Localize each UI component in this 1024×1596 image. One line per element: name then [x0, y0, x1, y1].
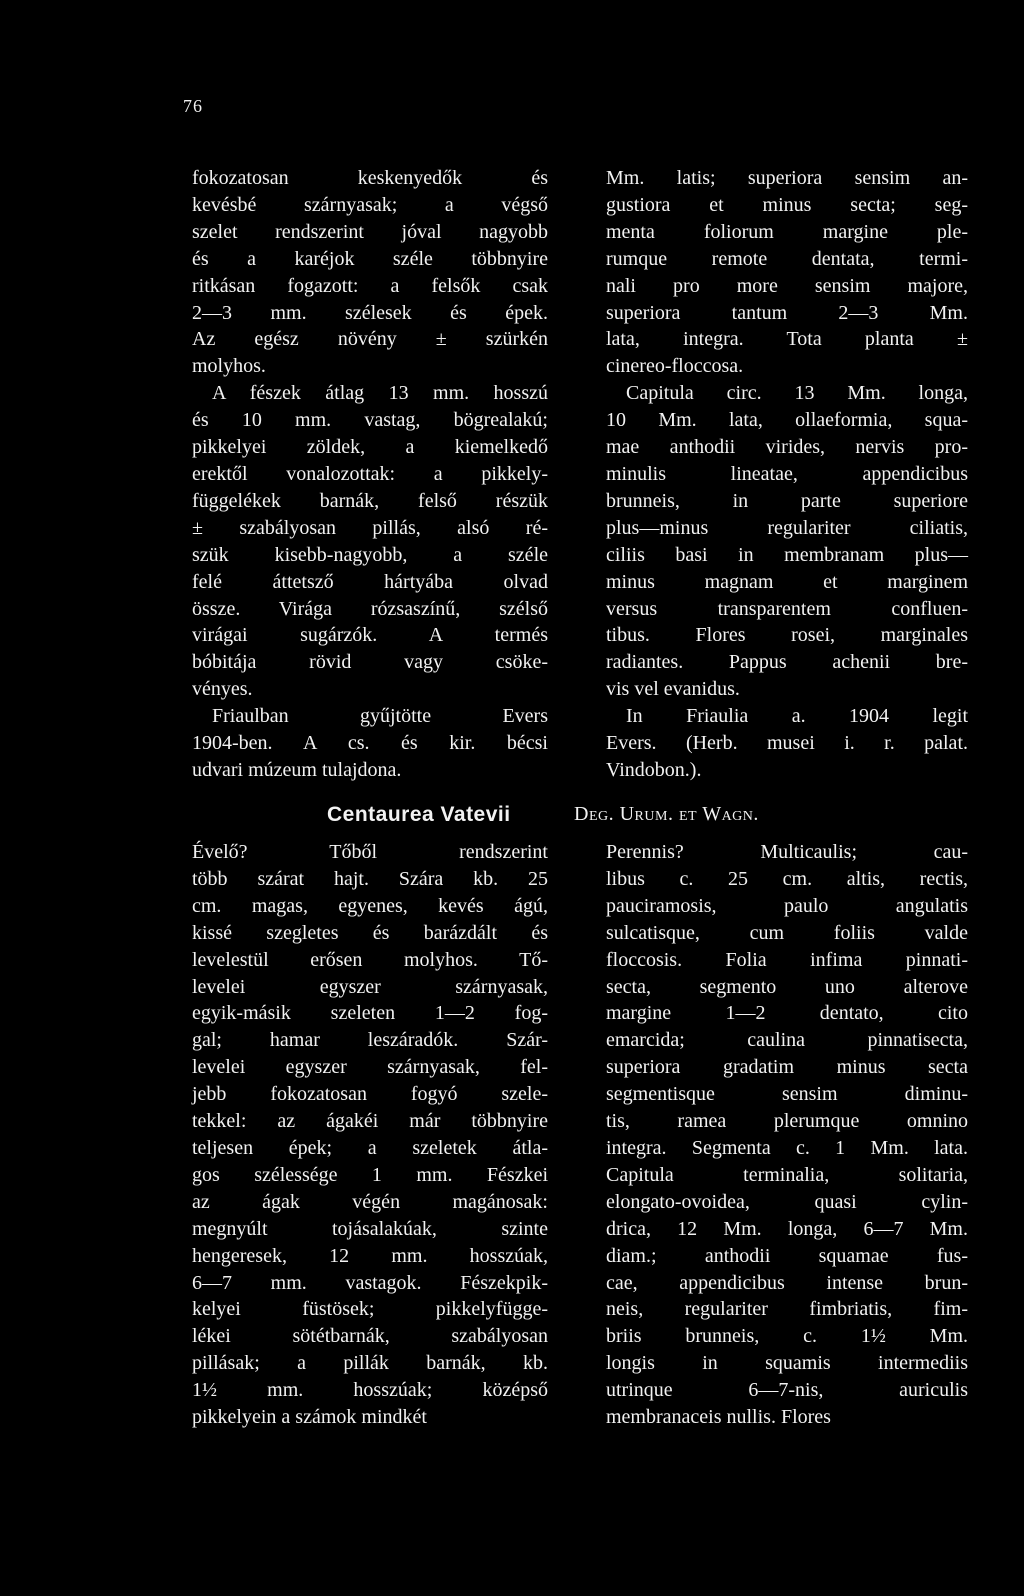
text-line: 1½ mm. hosszúak; középső: [192, 1379, 548, 1402]
text-line: neis, regulariter fimbriatis, fim-: [606, 1298, 968, 1321]
text-line: virágai sugárzók. A termés: [192, 624, 548, 647]
text-line: több szárat hajt. Szára kb. 25: [192, 867, 548, 890]
text-line: cm. magas, egyenes, kevés ágú,: [192, 894, 548, 917]
text-line: gustiora et minus secta; seg-: [606, 193, 968, 216]
text-line: superiora gradatim minus secta: [606, 1056, 968, 1079]
text-line: In Friaulia a. 1904 legit: [626, 705, 968, 728]
text-line: versus transparentem confluen-: [606, 597, 968, 620]
text-line: tibus. Flores rosei, marginales: [606, 624, 968, 647]
text-line: egyik-másik szeleten 1—2 fog-: [192, 1002, 548, 1025]
text-line: Friaulban gyűjtötte Evers: [212, 705, 548, 728]
text-line: függelékek barnák, felső részük: [192, 489, 548, 512]
text-line: nali pro more sensim majore,: [606, 274, 968, 297]
text-line: és a karéjok széle többnyire: [192, 247, 548, 270]
latin-description-top: [606, 165, 968, 784]
text-line: Vindobon.).: [606, 758, 702, 781]
page-number: 76: [183, 96, 203, 116]
text-line: teljesen épek; a szeletek átla-: [192, 1136, 548, 1159]
text-line: segmentisque sensim diminu-: [606, 1083, 968, 1106]
text-line: fokozatosan keskenyedők és: [192, 167, 548, 189]
text-line: tekkel: az ágakéi már többnyire: [192, 1110, 548, 1133]
text-line: Mm. latis; superiora sensim an-: [606, 167, 968, 189]
text-line: pauciramosis, paulo angulatis: [606, 894, 968, 917]
text-line: szelet rendszerint jóval nagyobb: [192, 220, 548, 243]
text-line: emarcida; caulina pinnatisecta,: [606, 1029, 968, 1052]
text-line: gos szélessége 1 mm. Fészkei: [192, 1163, 548, 1186]
text-line: az ágak végén magánosak:: [192, 1190, 548, 1213]
text-line: membranaceis nullis. Flores: [606, 1406, 831, 1429]
text-line: Capitula terminalia, solitaria,: [606, 1163, 968, 1186]
text-line: kevésbé szárnyasak; a végső: [192, 193, 548, 216]
text-line: 1904-ben. A cs. és kir. bécsi: [192, 732, 548, 755]
text-line: ritkásan fogazott: a felsők csak: [192, 274, 548, 297]
species-heading: Centaurea Vatevii: [327, 803, 511, 826]
text-line: lékei sötétbarnák, szabályosan: [192, 1325, 548, 1348]
text-line: vis vel evanidus.: [606, 678, 740, 701]
text-line: gal; hamar leszáradók. Szár-: [192, 1029, 548, 1052]
text-line: ciliis basi in membranam plus—: [606, 543, 968, 566]
text-line: megnyúlt tojásalakúak, szinte: [192, 1217, 548, 1240]
text-line: drica, 12 Mm. longa, 6—7 Mm.: [606, 1217, 968, 1240]
text-line: 2—3 mm. szélesek és épek.: [192, 301, 548, 324]
text-line: lata, integra. Tota planta ±: [606, 328, 968, 351]
text-line: felé áttetsző hártyába olvad: [192, 570, 548, 593]
text-line: udvari múzeum tulajdona.: [192, 758, 402, 781]
text-line: brunneis, in parte superiore: [606, 489, 968, 512]
text-line: floccosis. Folia infima pinnati-: [606, 948, 968, 971]
text-line: bóbitája rövid vagy csöke-: [192, 651, 548, 674]
text-line: 10 Mm. lata, ollaeformia, squa-: [606, 409, 968, 432]
text-line: pikkelyein a számok mindkét: [192, 1406, 427, 1429]
text-line: secta, segmento uno alterove: [606, 975, 968, 998]
text-line: tis, ramea plerumque omnino: [606, 1110, 968, 1133]
text-line: levelei egyszer szárnyasak,: [192, 975, 548, 998]
text-line: plus—minus regulariter ciliatis,: [606, 516, 968, 539]
text-line: molyhos.: [192, 355, 266, 378]
text-line: Evers. (Herb. musei i. r. palat.: [606, 732, 968, 755]
text-line: levelestül erősen molyhos. Tő-: [192, 948, 548, 971]
text-line: mae anthodii virides, nervis pro-: [606, 436, 968, 459]
text-line: sulcatisque, cum foliis valde: [606, 921, 968, 944]
text-line: 6—7 mm. vastagok. Fészekpik-: [192, 1271, 548, 1294]
text-line: briis brunneis, c. 1½ Mm.: [606, 1325, 968, 1348]
text-line: szük kisebb-nagyobb, a széle: [192, 543, 548, 566]
text-line: menta foliorum margine ple-: [606, 220, 968, 243]
text-line: és 10 mm. vastag, bögrealakú;: [192, 409, 548, 432]
text-line: össze. Virága rózsaszínű, szélső: [192, 597, 548, 620]
text-line: pillásak; a pillák barnák, kb.: [192, 1352, 548, 1375]
text-line: ± szabályosan pillás, alsó ré-: [192, 516, 548, 539]
text-line: jebb fokozatosan fogyó szele-: [192, 1083, 548, 1106]
text-line: A fészek átlag 13 mm. hosszú: [212, 382, 548, 405]
latin-description-bottom: [606, 839, 968, 1431]
text-line: levelei egyszer szárnyasak, fel-: [192, 1056, 548, 1079]
text-line: longis in squamis intermediis: [606, 1352, 968, 1375]
text-line: libus c. 25 cm. altis, rectis,: [606, 867, 968, 890]
text-line: cinereo-floccosa.: [606, 355, 744, 378]
text-line: minulis lineatae, appendicibus: [606, 462, 968, 485]
hungarian-description-top: [192, 165, 548, 784]
text-line: diam.; anthodii squamae fus-: [606, 1244, 968, 1267]
text-line: margine 1—2 dentato, cito: [606, 1002, 968, 1025]
species-authors: Deg. Urum. et Wagn.: [574, 803, 759, 825]
text-line: Az egész növény ± szürkén: [192, 328, 548, 351]
text-line: hengeresek, 12 mm. hosszúak,: [192, 1244, 548, 1267]
text-line: Perennis? Multicaulis; cau-: [606, 841, 968, 863]
text-line: minus magnam et marginem: [606, 570, 968, 593]
text-line: radiantes. Pappus achenii bre-: [606, 651, 968, 674]
text-line: kissé szegletes és barázdált és: [192, 921, 548, 944]
text-line: erektől vonalozottak: a pikkely-: [192, 462, 548, 485]
text-line: kelyei füstösek; pikkelyfügge-: [192, 1298, 548, 1321]
text-line: integra. Segmenta c. 1 Mm. lata.: [606, 1136, 968, 1159]
text-line: rumque remote dentata, termi-: [606, 247, 968, 270]
text-line: superiora tantum 2—3 Mm.: [606, 301, 968, 324]
text-line: cae, appendicibus intense brun-: [606, 1271, 968, 1294]
text-line: pikkelyei zöldek, a kiemelkedő: [192, 436, 548, 459]
hungarian-description-bottom: [192, 839, 548, 1431]
text-line: vényes.: [192, 678, 253, 701]
text-line: utrinque 6—7-nis, auriculis: [606, 1379, 968, 1402]
text-line: Évelő? Tőből rendszerint: [192, 841, 548, 863]
text-line: elongato-ovoidea, quasi cylin-: [606, 1190, 968, 1213]
text-line: Capitula circ. 13 Mm. longa,: [626, 382, 968, 405]
